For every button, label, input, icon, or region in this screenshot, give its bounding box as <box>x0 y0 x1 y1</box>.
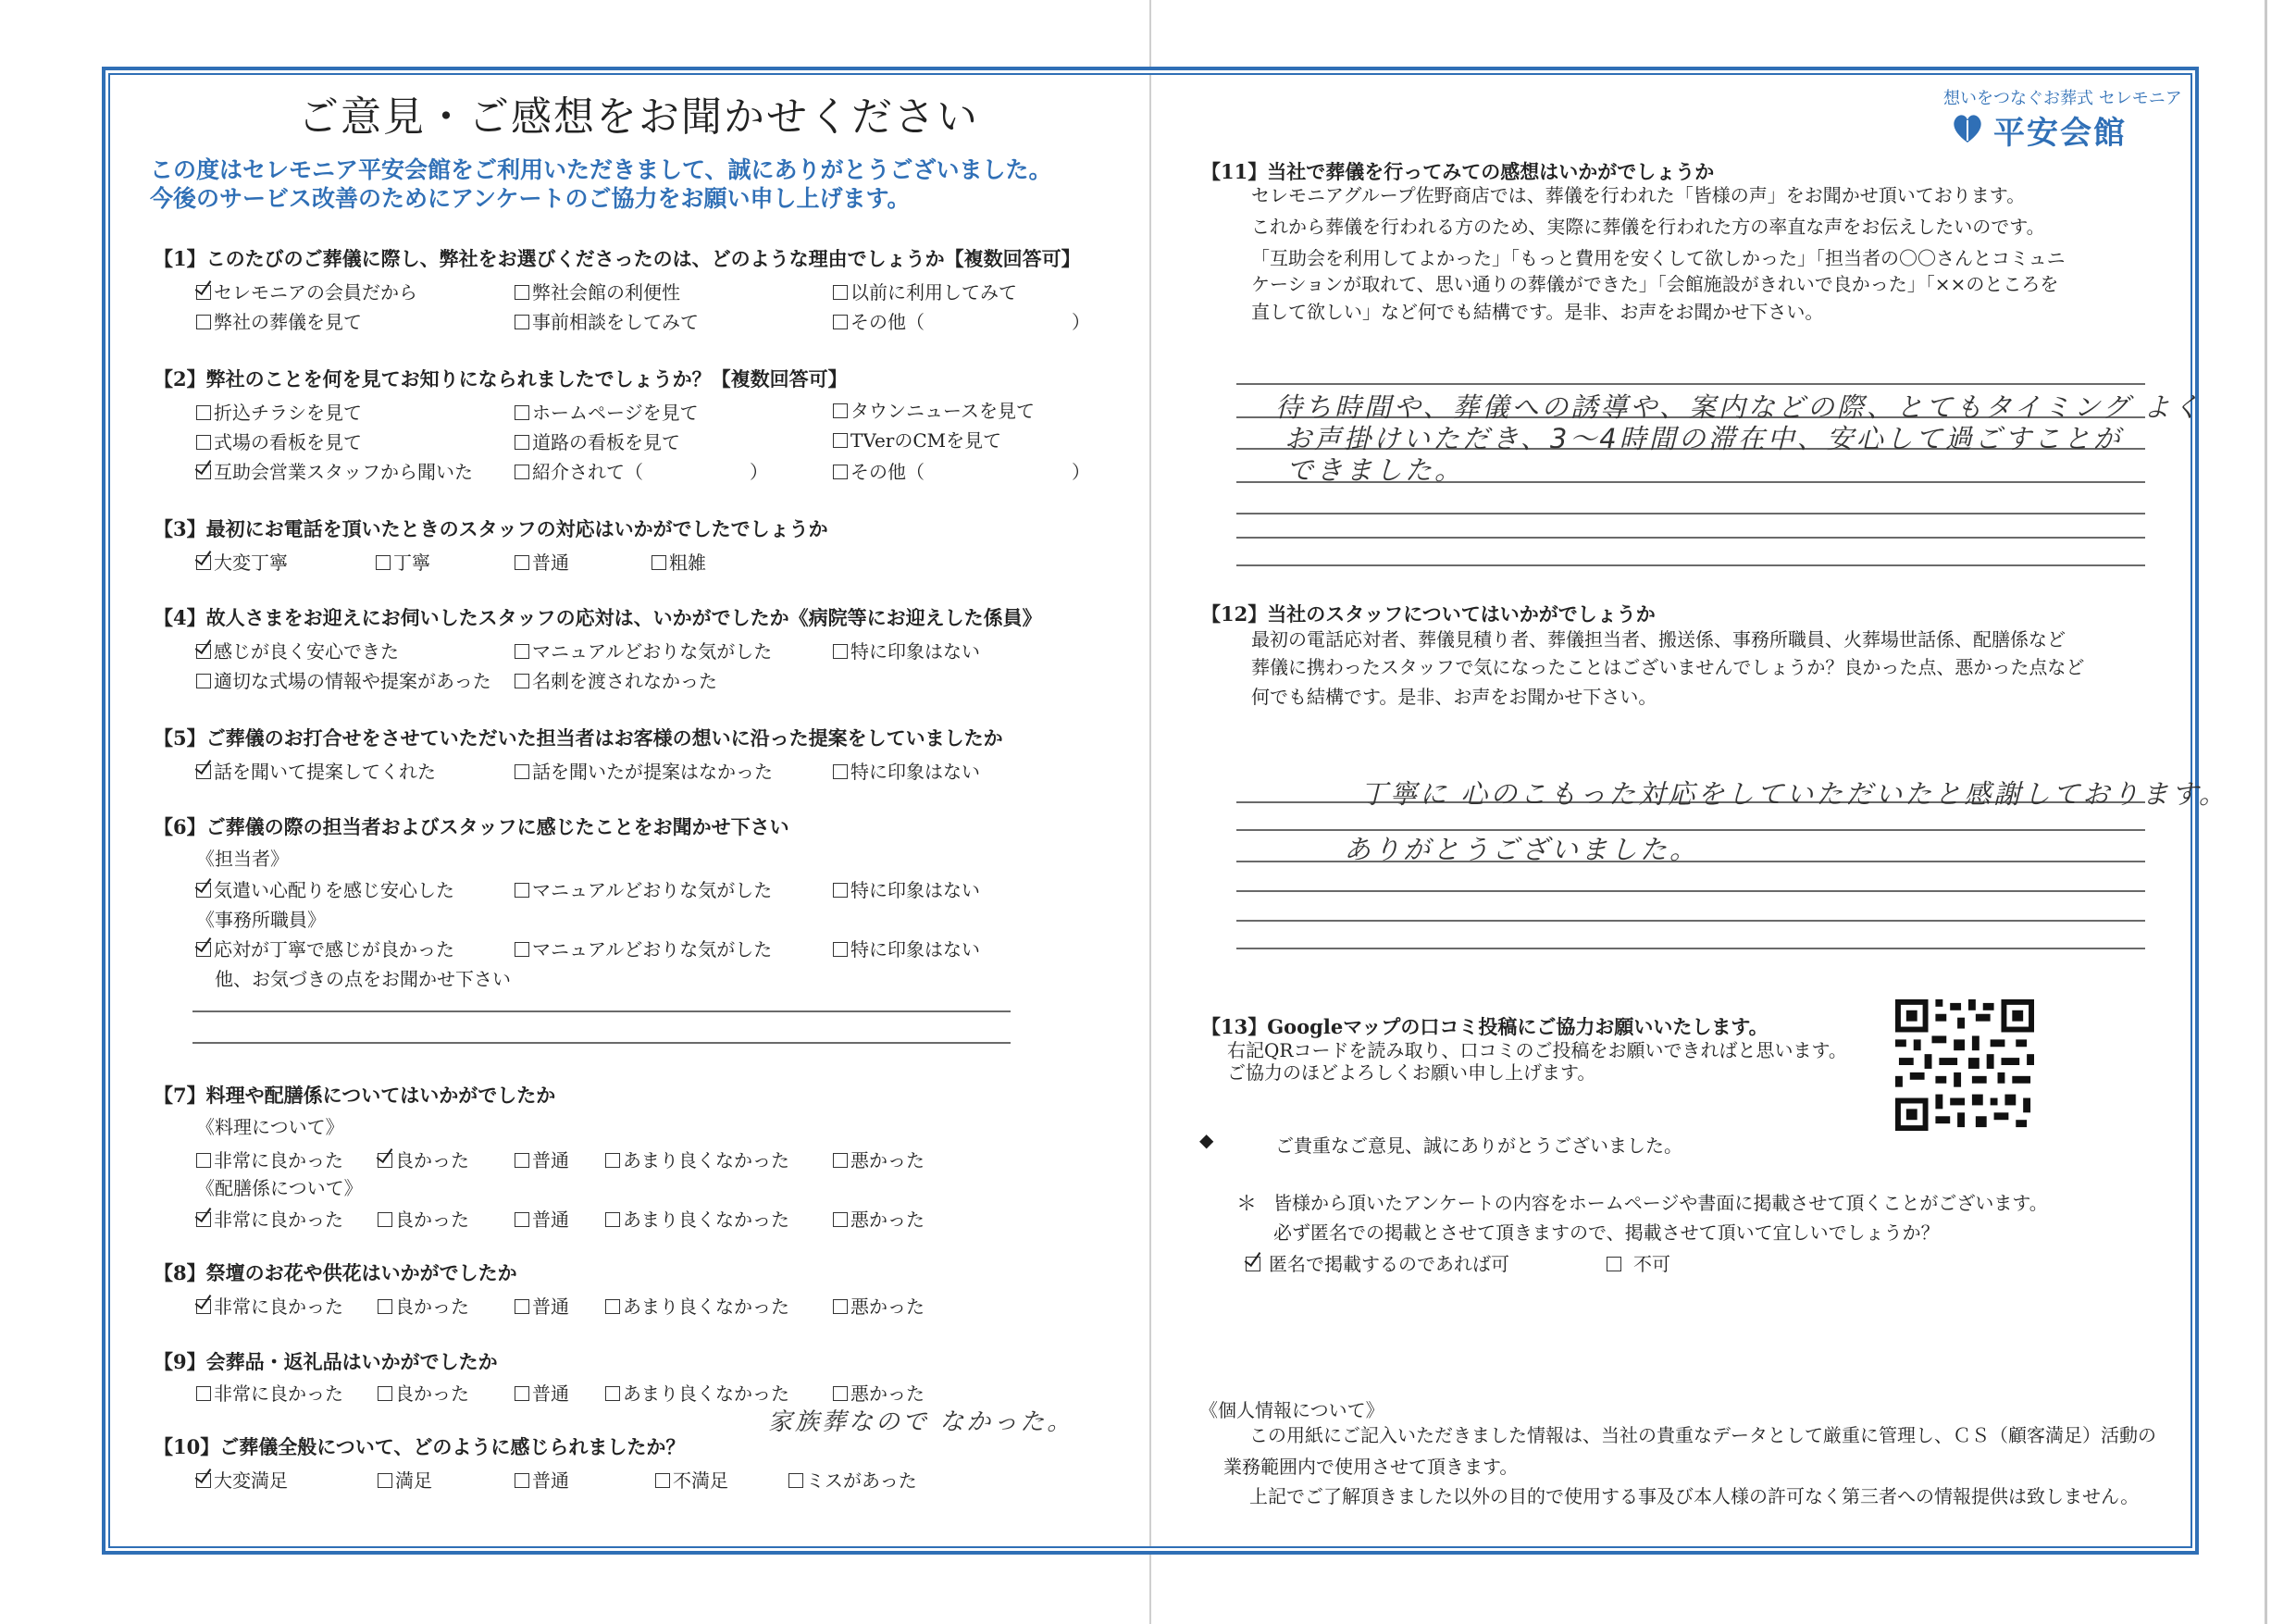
q11-handwritten-line: できました。 <box>1286 454 1465 486</box>
q6-answer-line[interactable] <box>192 1010 1011 1012</box>
q7-serve-opt-very-good[interactable]: 非常に良かった <box>196 1205 343 1232</box>
q7-food-opt-good[interactable]: 良かった <box>378 1146 469 1172</box>
q10-label: 【10】ご葬儀全般について、どのように感じられましたか？ <box>154 1435 686 1458</box>
q8-opt-not-good[interactable]: あまり良くなかった <box>605 1292 789 1319</box>
q2-opt-referral[interactable]: 紹介されて（ <box>515 457 643 484</box>
q8-opt-good[interactable]: 良かった <box>378 1292 469 1319</box>
checkbox-checked[interactable] <box>1246 1257 1260 1271</box>
q8-label: 【8】祭壇のお花や供花はいかがでしたか <box>154 1261 517 1284</box>
checkbox-checked[interactable] <box>196 764 211 779</box>
checkbox[interactable] <box>833 315 848 329</box>
q11-handwritten-line: お声掛けいただき、3〜4時間の滞在中、安心して過ごすことが <box>1285 423 2123 454</box>
q6-opt2-manual[interactable]: マニュアルどおりな気がした <box>515 935 772 961</box>
checkbox-checked[interactable] <box>196 1212 211 1227</box>
q13-body-line: ご協力のほどよろしくお願い申し上げます。 <box>1227 1061 1596 1084</box>
q11-body-line: 直して欲しい」など何でも結構です。是非、お声をお聞かせ下さい。 <box>1251 301 1824 323</box>
consent-line-1: 皆様から頂いたアンケートの内容をホームページや書面に掲載させて頂くことがございます。 <box>1273 1192 2048 1214</box>
q9-label: 【9】会葬品・返礼品はいかがでしたか <box>154 1350 498 1373</box>
q5-opt-listened-proposed[interactable]: 話を聞いて提案してくれた <box>196 757 436 784</box>
checkbox[interactable] <box>515 555 529 570</box>
q6-sub-office-staff: 《事務所職員》 <box>196 909 326 931</box>
checkbox[interactable] <box>833 433 848 448</box>
q9-opt-very-good[interactable]: 非常に良かった <box>196 1379 343 1406</box>
q11-handwritten-line: 待ち時間や、葬儀への誘導や、案内などの際、とてもタイミング よく <box>1275 391 2203 423</box>
page-title: ご意見・ご感想をお聞かせください <box>298 93 979 141</box>
q7-serve-opt-good[interactable]: 良かった <box>378 1205 469 1232</box>
checkbox[interactable] <box>833 1212 848 1227</box>
q3-opt-normal[interactable]: 普通 <box>515 548 569 575</box>
q5-label: 【5】ご葬儀のお打合せをさせていただいた担当者はお客様の想いに沿った提案をしていましたか <box>154 726 1003 750</box>
q6-sub-person-in-charge: 《担当者》 <box>196 848 289 870</box>
intro-line-2: 今後のサービス改善のためにアンケートのご協力をお願い申し上げます。 <box>150 185 911 212</box>
q12-handwritten-line: ありがとうございました。 <box>1344 834 1700 865</box>
q1-opt-member[interactable]: セレモニアの会員だから <box>196 278 417 304</box>
intro-line-1: この度はセレモニア平安会館をご利用いただきまして、誠にありがとうございました。 <box>150 156 1052 183</box>
q7-food-opt-not-good[interactable]: あまり良くなかった <box>605 1146 789 1172</box>
q1-opt-saw-funeral[interactable]: 弊社の葬儀を見て <box>196 307 362 334</box>
checkbox[interactable] <box>788 1473 803 1488</box>
checkbox[interactable] <box>833 1299 848 1314</box>
checkbox[interactable] <box>833 465 848 479</box>
q8-opt-bad[interactable]: 悪かった <box>833 1292 925 1319</box>
checkbox[interactable] <box>605 1386 620 1401</box>
privacy-line: この用紙にご記入いただきました情報は、当社の貴重なデータとして厳重に管理し、ＣＳ（顧客満足）活動の <box>1249 1424 2156 1446</box>
logo-tagline: 想いをつなぐお葬式 セレモニア <box>1943 89 2182 108</box>
q1-label: 【1】このたびのご葬儀に際し、弊社をお選びくださったのは、どのような理由でしょうか【複数回答可】 <box>154 247 1081 270</box>
checkbox-checked[interactable] <box>196 1473 211 1488</box>
q6-answer-line[interactable] <box>192 1042 1011 1044</box>
thanks-text: ご貴重なご意見、誠にありがとうございました。 <box>1275 1134 1682 1157</box>
qr-code-icon[interactable] <box>1891 996 2039 1134</box>
q3-opt-polite[interactable]: 丁寧 <box>376 548 430 575</box>
q12-body-line: 葬儀に携わったスタッフで気になったことはございませんでしょうか？良かった点、悪かった点など <box>1251 656 2085 678</box>
q10-opt-normal[interactable]: 普通 <box>515 1466 569 1493</box>
q12-body-line: 最初の電話応対者、葬儀見積り者、葬儀担当者、搬送係、事務所職員、火葬場世話係、配膳係など <box>1251 628 2066 651</box>
checkbox[interactable] <box>605 1212 620 1227</box>
checkbox[interactable] <box>515 1153 529 1168</box>
q2-opt-flyer[interactable]: 折込チラシを見て <box>196 398 362 425</box>
q12-label: 【12】当社のスタッフについてはいかがでしょうか <box>1201 602 1656 626</box>
q11-answer-line[interactable] <box>1236 513 2145 514</box>
checkbox[interactable] <box>655 1473 670 1488</box>
checkbox[interactable] <box>515 942 529 957</box>
checkbox-checked[interactable] <box>196 1299 211 1314</box>
privacy-line: 上記でご了解頂きました以外の目的で使用する事及び本人様の許可なく第三者への情報提供は致しません。 <box>1249 1485 2140 1507</box>
q7-serve-opt-normal[interactable]: 普通 <box>515 1205 569 1232</box>
checkbox[interactable] <box>515 435 529 450</box>
q7-food-opt-bad[interactable]: 悪かった <box>833 1146 925 1172</box>
q2-opt-staff[interactable]: 互助会営業スタッフから聞いた <box>196 457 473 484</box>
page-edge <box>2265 0 2267 1624</box>
q12-answer-line[interactable] <box>1236 920 2145 922</box>
checkbox[interactable] <box>833 1386 848 1401</box>
q7-sub-serving: 《配膳係について》 <box>196 1177 363 1199</box>
checkbox[interactable] <box>833 883 848 898</box>
q11-label: 【11】当社で葬儀を行ってみての感想はいかがでしょうか <box>1201 160 1715 183</box>
consent-opt-yes[interactable]: 匿名で掲載するのであれば可 <box>1246 1249 1509 1276</box>
checkbox[interactable] <box>515 764 529 779</box>
q2-label: 【2】弊社のことを何を見てお知りになられましたでしょうか？【複数回答可】 <box>154 367 848 391</box>
q3-opt-very-polite[interactable]: 大変丁寧 <box>196 548 288 575</box>
checkbox[interactable] <box>833 764 848 779</box>
q13-label: 【13】Googleマップの口コミ投稿にご協力お願いいたします。 <box>1201 1015 1769 1038</box>
checkbox[interactable] <box>1607 1257 1621 1271</box>
q2-opt-townnews[interactable]: タウンニュースを見て <box>833 396 1035 423</box>
q11-body-line: 「互助会を利用してよかった」「もっと費用を安くして欲しかった」「担当者の〇〇さんとコミュニ <box>1251 247 2066 269</box>
checkbox[interactable] <box>652 555 666 570</box>
checkbox-checked[interactable] <box>378 1153 392 1168</box>
checkbox-checked[interactable] <box>196 465 211 479</box>
q2-opt-road-sign[interactable]: 道路の看板を見て <box>515 428 680 454</box>
q6-opt2-no-impression[interactable]: 特に印象はない <box>833 935 980 961</box>
checkbox[interactable] <box>515 883 529 898</box>
checkbox-checked[interactable] <box>196 942 211 957</box>
q12-answer-line[interactable] <box>1236 890 2145 892</box>
q2-opt-tver-cm[interactable]: TVerのCMを見て <box>833 426 1001 452</box>
q8-opt-normal[interactable]: 普通 <box>515 1292 569 1319</box>
q2-opt-other[interactable]: その他（ <box>833 457 925 484</box>
q9-opt-bad[interactable]: 悪かった <box>833 1379 925 1406</box>
checkbox[interactable] <box>515 315 529 329</box>
q7-sub-food: 《料理について》 <box>196 1116 344 1138</box>
q7-serve-opt-not-good[interactable]: あまり良くなかった <box>605 1205 789 1232</box>
q3-opt-rude[interactable]: 粗雑 <box>652 548 706 575</box>
q6-other-prompt: 他、お気づきの点をお聞かせ下さい <box>215 968 511 990</box>
checkbox[interactable] <box>605 1299 620 1314</box>
checkbox[interactable] <box>833 403 848 418</box>
checkbox[interactable] <box>833 942 848 957</box>
q6-opt1-caring[interactable]: 気遣い心配りを感じ安心した <box>196 875 454 902</box>
q11-answer-line[interactable] <box>1236 564 2145 566</box>
q6-label: 【6】ご葬儀の際の担当者およびスタッフに感じたことをお聞かせ下さい <box>154 815 789 838</box>
q2-opt-hall-sign[interactable]: 式場の看板を見て <box>196 428 362 454</box>
checkbox[interactable] <box>378 1299 392 1314</box>
checkbox[interactable] <box>196 315 211 329</box>
q1-opt-convenience[interactable]: 弊社会館の利便性 <box>515 278 680 304</box>
q11-answer-line[interactable] <box>1236 537 2145 539</box>
privacy-line: 業務範囲内で使用させて頂きます。 <box>1223 1456 1519 1478</box>
q12-handwritten-line: 丁寧に 心のこもった対応をしていただいたと感謝しております。 <box>1360 778 2228 810</box>
checkbox[interactable] <box>515 1473 529 1488</box>
q11-answer-line[interactable] <box>1236 383 2145 385</box>
q2-opt-homepage[interactable]: ホームページを見て <box>515 398 699 425</box>
q7-label: 【7】料理や配膳係についてはいかがでしたか <box>154 1084 556 1107</box>
privacy-heading: 《個人情報について》 <box>1199 1399 1384 1421</box>
checkbox[interactable] <box>196 674 211 688</box>
asterisk-icon: ＊ <box>1236 1193 1258 1216</box>
q10-opt-dissatisfied[interactable]: 不満足 <box>655 1466 728 1493</box>
consent-opt-no[interactable]: 不可 <box>1607 1249 1670 1276</box>
checkbox[interactable] <box>376 555 391 570</box>
diamond-bullet-icon: ◆ <box>1199 1129 1214 1151</box>
q1-opt-other[interactable]: その他（ <box>833 307 925 334</box>
checkbox[interactable] <box>378 1386 392 1401</box>
q3-label: 【3】最初にお電話を頂いたときのスタッフの対応はいかがでしたでしょうか <box>154 517 828 540</box>
q7-food-opt-normal[interactable]: 普通 <box>515 1146 569 1172</box>
q4-opt-reassured[interactable]: 感じが良く安心できた <box>196 637 399 663</box>
q4-opt-proposal[interactable]: 適切な式場の情報や提案があった <box>196 666 491 693</box>
checkbox[interactable] <box>196 435 211 450</box>
q2-other-close: ） <box>1072 461 1090 483</box>
q10-opt-mistake[interactable]: ミスがあった <box>788 1466 917 1493</box>
q5-opt-no-proposal[interactable]: 話を聞いたが提案はなかった <box>515 757 773 784</box>
q12-body-line: 何でも結構です。是非、お声をお聞かせ下さい。 <box>1251 686 1657 708</box>
q7-serve-opt-bad[interactable]: 悪かった <box>833 1205 925 1232</box>
checkbox[interactable] <box>833 285 848 300</box>
checkbox-checked[interactable] <box>196 285 211 300</box>
q1-other-close: ） <box>1072 311 1090 333</box>
q11-body-line: セレモニアグループ佐野商店では、葬儀を行われた「皆様の声」をお聞かせ頂いております。 <box>1251 184 2026 206</box>
checkbox[interactable] <box>196 1153 211 1168</box>
checkbox[interactable] <box>833 1153 848 1168</box>
checkbox[interactable] <box>515 1212 529 1227</box>
q13-body-line: 右記QRコードを読み取り、口コミのご投稿をお願いできればと思います。 <box>1227 1039 1847 1061</box>
checkbox-checked[interactable] <box>196 555 211 570</box>
q4-opt-no-card[interactable]: 名刺を渡されなかった <box>515 666 717 693</box>
q5-opt-no-impression[interactable]: 特に印象はない <box>833 757 980 784</box>
q9-opt-good[interactable]: 良かった <box>378 1379 469 1406</box>
q4-opt-manual[interactable]: マニュアルどおりな気がした <box>515 637 772 663</box>
q7-food-opt-very-good[interactable]: 非常に良かった <box>196 1146 343 1172</box>
checkbox[interactable] <box>196 405 211 420</box>
checkbox[interactable] <box>833 644 848 659</box>
q10-opt-satisfied[interactable]: 満足 <box>378 1466 432 1493</box>
q9-opt-not-good[interactable]: あまり良くなかった <box>605 1379 789 1406</box>
q11-body-line: これから葬儀を行われる方のため、実際に葬儀を行われた方の率直な声をお伝えしたいのです。 <box>1251 216 2045 238</box>
checkbox[interactable] <box>515 674 529 688</box>
q9-handwritten-note: 家族葬なので なかった。 <box>768 1408 1074 1436</box>
q1-opt-consultation[interactable]: 事前相談をしてみて <box>515 307 699 334</box>
q9-opt-normal[interactable]: 普通 <box>515 1379 569 1406</box>
consent-line-2: 必ず匿名での掲載とさせて頂きますので、掲載させて頂いて宜しいでしょうか？ <box>1273 1221 1940 1244</box>
checkbox[interactable] <box>196 1386 211 1401</box>
checkbox[interactable] <box>515 405 529 420</box>
q4-opt-no-impression[interactable]: 特に印象はない <box>833 637 980 663</box>
heart-leaf-logo-icon <box>1949 109 1986 146</box>
checkbox[interactable] <box>605 1153 620 1168</box>
checkbox[interactable] <box>515 644 529 659</box>
q12-answer-line[interactable] <box>1236 948 2145 949</box>
q1-opt-used-before[interactable]: 以前に利用してみて <box>833 278 1017 304</box>
q6-opt2-polite[interactable]: 応対が丁寧で感じが良かった <box>196 935 454 961</box>
checkbox-checked[interactable] <box>196 883 211 898</box>
q6-opt1-manual[interactable]: マニュアルどおりな気がした <box>515 875 772 902</box>
checkbox[interactable] <box>378 1212 392 1227</box>
q8-opt-very-good[interactable]: 非常に良かった <box>196 1292 343 1319</box>
checkbox[interactable] <box>515 1386 529 1401</box>
q10-opt-very-satisfied[interactable]: 大変満足 <box>196 1466 288 1493</box>
checkbox[interactable] <box>515 465 529 479</box>
checkbox[interactable] <box>515 1299 529 1314</box>
q6-opt1-no-impression[interactable]: 特に印象はない <box>833 875 980 902</box>
q4-label: 【4】故人さまをお迎えにお伺いしたスタッフの応対は、いかがでしたか《病院等にお迎えした係員》 <box>154 606 1042 629</box>
checkbox[interactable] <box>378 1473 392 1488</box>
q11-body-line: ケーションが取れて、思い通りの葬儀ができた」「会館施設がきれいで良かった」「××のところを <box>1251 273 2059 295</box>
logo-name: 平安会館 <box>1993 115 2127 152</box>
q2-referral-close: ） <box>750 461 768 483</box>
checkbox[interactable] <box>515 285 529 300</box>
checkbox-checked[interactable] <box>196 644 211 659</box>
